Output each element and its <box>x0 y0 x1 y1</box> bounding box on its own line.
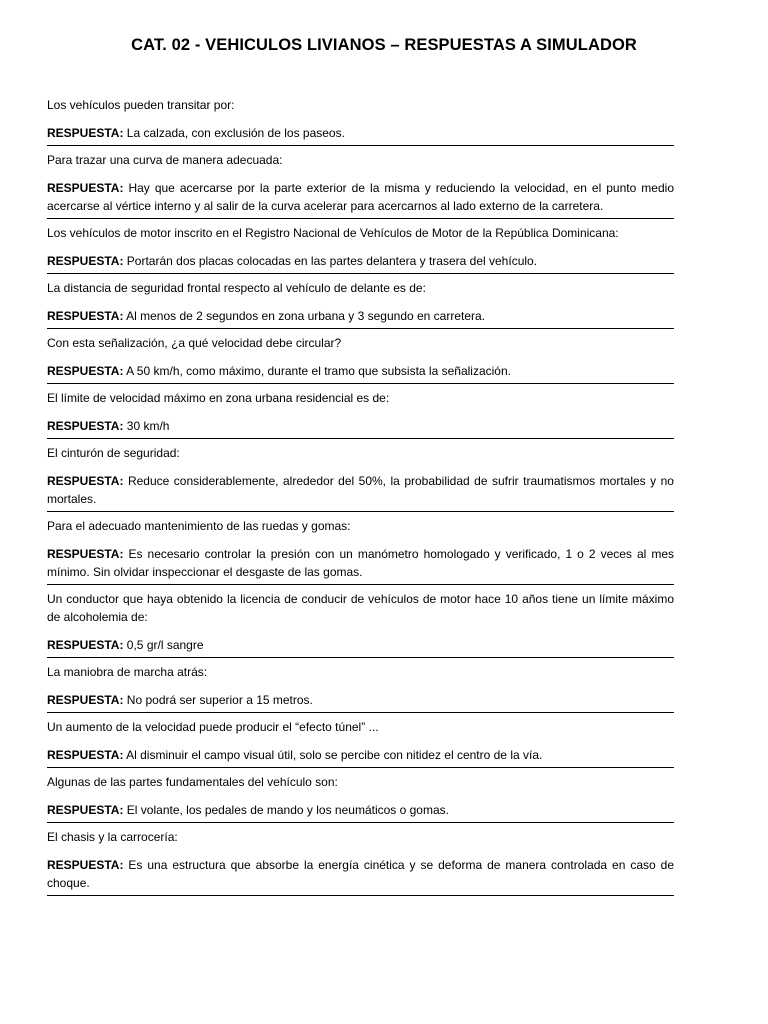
answer-label: RESPUESTA: <box>47 419 124 433</box>
answer-text: Al menos de 2 segundos en zona urbana y 3 segundo en carretera. <box>126 309 486 323</box>
answer-label: RESPUESTA: <box>47 803 124 817</box>
answer-text: La calzada, con exclusión de los paseos. <box>126 126 345 140</box>
answer-label: RESPUESTA: <box>47 309 124 323</box>
qa-list <box>47 96 674 896</box>
answer-block <box>47 636 674 654</box>
answer-label: RESPUESTA: <box>47 693 124 707</box>
qa-item <box>47 823 674 896</box>
question-text: La maniobra de marcha atrás: <box>47 665 208 679</box>
answer-block <box>47 307 674 325</box>
answer-block <box>47 856 674 892</box>
answer-label: RESPUESTA: <box>47 547 124 561</box>
question-text: La distancia de seguridad frontal respecto al vehículo de delante es de: <box>47 281 426 295</box>
answer-label: RESPUESTA: <box>47 748 124 762</box>
answer-text: 0,5 gr/l sangre <box>126 638 204 652</box>
answer-text: Es necesario controlar la presión con un manómetro homologado y verificado, 1 o 2 veces al mes mínimo. Sin olvidar inspeccionar el desgaste de las gomas. <box>47 547 674 579</box>
answer-label: RESPUESTA: <box>47 181 124 195</box>
answer-text: Es una estructura que absorbe la energía cinética y se deforma de manera controlada en caso de choque. <box>47 858 674 890</box>
answer-text: Reduce considerablemente, alrededor del 50%, la probabilidad de sufrir traumatismos mortales y no mortales. <box>47 474 674 506</box>
answer-label: RESPUESTA: <box>47 254 124 268</box>
qa-item <box>47 713 674 768</box>
question-text: Algunas de las partes fundamentales del vehículo son: <box>47 775 338 789</box>
question-text: Para trazar una curva de manera adecuada: <box>47 153 283 167</box>
answer-block <box>47 179 674 215</box>
answer-block <box>47 472 674 508</box>
answer-label: RESPUESTA: <box>47 638 124 652</box>
answer-block <box>47 362 674 380</box>
question-text: Los vehículos pueden transitar por: <box>47 98 235 112</box>
question-text: Un aumento de la velocidad puede producir el “efecto túnel” ... <box>47 720 379 734</box>
answer-text: A 50 km/h, como máximo, durante el tramo que subsista la señalización. <box>126 364 511 378</box>
question-text: Para el adecuado mantenimiento de las ruedas y gomas: <box>47 519 351 533</box>
qa-item <box>47 768 674 823</box>
answer-block <box>47 545 674 581</box>
answer-text: 30 km/h <box>126 419 170 433</box>
answer-text: Hay que acercarse por la parte exterior de la misma y reduciendo la velocidad, en el punto medio acercarse al vértice interno y al salir de la curva acelerar para acercarnos al lado externo de la carretera. <box>47 181 674 213</box>
qa-item <box>47 658 674 713</box>
question-text: El límite de velocidad máximo en zona urbana residencial es de: <box>47 391 390 405</box>
answer-text: No podrá ser superior a 15 metros. <box>126 693 313 707</box>
answer-label: RESPUESTA: <box>47 474 124 488</box>
answer-block <box>47 417 674 435</box>
answer-block <box>47 746 674 764</box>
question-text: Un conductor que haya obtenido la licencia de conducir de vehículos de motor hace 10 años tiene un límite máximo de alcoholemia de: <box>47 592 674 624</box>
answer-label: RESPUESTA: <box>47 364 124 378</box>
qa-item <box>47 274 674 329</box>
qa-item <box>47 439 674 512</box>
qa-item <box>47 512 674 585</box>
answer-block <box>47 252 674 270</box>
answer-block <box>47 801 674 819</box>
page-title: CAT. 02 - VEHICULOS LIVIANOS – RESPUESTAS A SIMULADOR <box>131 36 637 54</box>
answer-text: El volante, los pedales de mando y los neumáticos o gomas. <box>126 803 449 817</box>
answer-text: Al disminuir el campo visual útil, solo se percibe con nitidez el centro de la vía. <box>126 748 543 762</box>
question-text: El chasis y la carrocería: <box>47 830 178 844</box>
qa-item <box>47 219 674 274</box>
question-text: Con esta señalización, ¿a qué velocidad debe circular? <box>47 336 342 350</box>
answer-label: RESPUESTA: <box>47 126 124 140</box>
answer-block <box>47 124 674 142</box>
qa-item <box>47 384 674 439</box>
answer-block <box>47 691 674 709</box>
qa-item <box>47 329 674 384</box>
question-text: El cinturón de seguridad: <box>47 446 180 460</box>
question-text: Los vehículos de motor inscrito en el Registro Nacional de Vehículos de Motor de la República Dominicana: <box>47 226 619 240</box>
qa-item <box>47 96 674 146</box>
qa-item <box>47 585 674 658</box>
answer-text: Portarán dos placas colocadas en las partes delantera y trasera del vehículo. <box>126 254 538 268</box>
answer-label: RESPUESTA: <box>47 858 124 872</box>
qa-item <box>47 146 674 219</box>
